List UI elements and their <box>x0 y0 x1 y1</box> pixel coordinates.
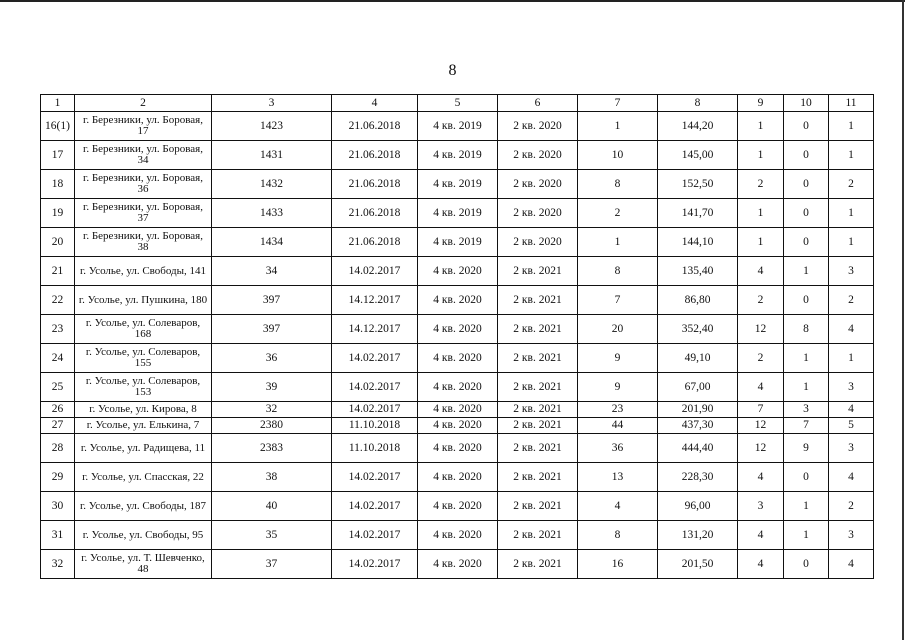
page-edge-top <box>0 0 905 2</box>
column-header: 11 <box>829 95 874 112</box>
end-date-cell: 2 кв. 2020 <box>498 228 578 257</box>
area-value-cell: 444,40 <box>658 434 738 463</box>
address-cell: г. Усолье, ул. Солеваров, 168 <box>75 315 212 344</box>
column-header: 6 <box>498 95 578 112</box>
family-count-cell: 12 <box>738 315 784 344</box>
start-date-cell: 4 кв. 2020 <box>418 550 498 579</box>
end-date-cell: 2 кв. 2021 <box>498 373 578 402</box>
document-date-cell: 21.06.2018 <box>332 199 418 228</box>
family-count-cell: 3 <box>738 492 784 521</box>
family-count-cell: 4 <box>738 257 784 286</box>
resident-count-cell: 8 <box>578 257 658 286</box>
row-number-cell: 17 <box>41 141 75 170</box>
family-count-cell: 4 <box>738 463 784 492</box>
end-date-cell: 2 кв. 2021 <box>498 434 578 463</box>
area-value-cell: 201,50 <box>658 550 738 579</box>
document-number-cell: 1431 <box>212 141 332 170</box>
count-b-cell: 1 <box>829 199 874 228</box>
count-a-cell: 0 <box>784 286 829 315</box>
document-number-cell: 37 <box>212 550 332 579</box>
table-row <box>41 141 874 170</box>
end-date-cell: 2 кв. 2021 <box>498 315 578 344</box>
row-number-cell: 21 <box>41 257 75 286</box>
address-cell: г. Березники, ул. Боровая, 38 <box>75 228 212 257</box>
document-number-cell: 1423 <box>212 112 332 141</box>
start-date-cell: 4 кв. 2020 <box>418 521 498 550</box>
end-date-cell: 2 кв. 2021 <box>498 550 578 579</box>
count-b-cell: 1 <box>829 141 874 170</box>
start-date-cell: 4 кв. 2019 <box>418 141 498 170</box>
end-date-cell: 2 кв. 2021 <box>498 257 578 286</box>
count-a-cell: 1 <box>784 492 829 521</box>
table-row <box>41 257 874 286</box>
resident-count-cell: 44 <box>578 418 658 434</box>
resident-count-cell: 16 <box>578 550 658 579</box>
row-number-cell: 30 <box>41 492 75 521</box>
family-count-cell: 4 <box>738 521 784 550</box>
end-date-cell: 2 кв. 2020 <box>498 141 578 170</box>
column-header: 9 <box>738 95 784 112</box>
row-number-cell: 25 <box>41 373 75 402</box>
document-date-cell: 21.06.2018 <box>332 170 418 199</box>
document-date-cell: 14.02.2017 <box>332 373 418 402</box>
family-count-cell: 2 <box>738 286 784 315</box>
count-b-cell: 4 <box>829 315 874 344</box>
family-count-cell: 4 <box>738 373 784 402</box>
start-date-cell: 4 кв. 2020 <box>418 315 498 344</box>
resident-count-cell: 7 <box>578 286 658 315</box>
start-date-cell: 4 кв. 2020 <box>418 286 498 315</box>
resident-count-cell: 20 <box>578 315 658 344</box>
table-row <box>41 550 874 579</box>
start-date-cell: 4 кв. 2019 <box>418 228 498 257</box>
row-number-cell: 31 <box>41 521 75 550</box>
document-number-cell: 2380 <box>212 418 332 434</box>
area-value-cell: 437,30 <box>658 418 738 434</box>
document-number-cell: 35 <box>212 521 332 550</box>
area-value-cell: 352,40 <box>658 315 738 344</box>
family-count-cell: 1 <box>738 199 784 228</box>
start-date-cell: 4 кв. 2020 <box>418 492 498 521</box>
document-date-cell: 14.02.2017 <box>332 402 418 418</box>
area-value-cell: 144,10 <box>658 228 738 257</box>
resident-count-cell: 9 <box>578 344 658 373</box>
resident-count-cell: 2 <box>578 199 658 228</box>
count-a-cell: 3 <box>784 402 829 418</box>
count-b-cell: 1 <box>829 112 874 141</box>
end-date-cell: 2 кв. 2021 <box>498 402 578 418</box>
count-b-cell: 4 <box>829 463 874 492</box>
family-count-cell: 1 <box>738 141 784 170</box>
area-value-cell: 96,00 <box>658 492 738 521</box>
document-number-cell: 40 <box>212 492 332 521</box>
document-number-cell: 34 <box>212 257 332 286</box>
row-number-cell: 32 <box>41 550 75 579</box>
column-header: 10 <box>784 95 829 112</box>
count-a-cell: 1 <box>784 344 829 373</box>
count-a-cell: 1 <box>784 257 829 286</box>
count-b-cell: 2 <box>829 170 874 199</box>
count-a-cell: 0 <box>784 170 829 199</box>
address-cell: г. Усолье, ул. Кирова, 8 <box>75 402 212 418</box>
resident-count-cell: 23 <box>578 402 658 418</box>
start-date-cell: 4 кв. 2020 <box>418 257 498 286</box>
family-count-cell: 1 <box>738 112 784 141</box>
row-number-cell: 26 <box>41 402 75 418</box>
table-row <box>41 344 874 373</box>
document-date-cell: 14.02.2017 <box>332 257 418 286</box>
end-date-cell: 2 кв. 2021 <box>498 463 578 492</box>
resident-count-cell: 8 <box>578 170 658 199</box>
count-b-cell: 1 <box>829 344 874 373</box>
start-date-cell: 4 кв. 2020 <box>418 418 498 434</box>
table-row <box>41 170 874 199</box>
count-b-cell: 2 <box>829 492 874 521</box>
area-value-cell: 144,20 <box>658 112 738 141</box>
document-date-cell: 14.02.2017 <box>332 521 418 550</box>
count-a-cell: 1 <box>784 521 829 550</box>
document-number-cell: 38 <box>212 463 332 492</box>
area-value-cell: 86,80 <box>658 286 738 315</box>
resident-count-cell: 1 <box>578 228 658 257</box>
area-value-cell: 228,30 <box>658 463 738 492</box>
address-cell: г. Усолье, ул. Свободы, 187 <box>75 492 212 521</box>
start-date-cell: 4 кв. 2020 <box>418 344 498 373</box>
end-date-cell: 2 кв. 2020 <box>498 112 578 141</box>
start-date-cell: 4 кв. 2019 <box>418 199 498 228</box>
family-count-cell: 2 <box>738 170 784 199</box>
page-number: 8 <box>448 62 457 79</box>
address-cell: г. Усолье, ул. Елькина, 7 <box>75 418 212 434</box>
document-date-cell: 14.02.2017 <box>332 463 418 492</box>
table-row <box>41 228 874 257</box>
count-b-cell: 3 <box>829 257 874 286</box>
start-date-cell: 4 кв. 2019 <box>418 112 498 141</box>
document-number-cell: 1432 <box>212 170 332 199</box>
address-cell: г. Усолье, ул. Радищева, 11 <box>75 434 212 463</box>
family-count-cell: 12 <box>738 434 784 463</box>
row-number-cell: 19 <box>41 199 75 228</box>
start-date-cell: 4 кв. 2020 <box>418 373 498 402</box>
start-date-cell: 4 кв. 2020 <box>418 463 498 492</box>
count-b-cell: 2 <box>829 286 874 315</box>
family-count-cell: 1 <box>738 228 784 257</box>
document-number-cell: 397 <box>212 315 332 344</box>
area-value-cell: 67,00 <box>658 373 738 402</box>
column-header: 7 <box>578 95 658 112</box>
address-cell: г. Усолье, ул. Свободы, 95 <box>75 521 212 550</box>
table-row <box>41 402 874 418</box>
row-number-cell: 24 <box>41 344 75 373</box>
resident-count-cell: 10 <box>578 141 658 170</box>
table-row <box>41 112 874 141</box>
row-number-cell: 29 <box>41 463 75 492</box>
count-b-cell: 4 <box>829 550 874 579</box>
row-number-cell: 23 <box>41 315 75 344</box>
table-row <box>41 286 874 315</box>
count-a-cell: 9 <box>784 434 829 463</box>
count-b-cell: 3 <box>829 373 874 402</box>
address-cell: г. Усолье, ул. Солеваров, 155 <box>75 344 212 373</box>
column-header: 8 <box>658 95 738 112</box>
area-value-cell: 152,50 <box>658 170 738 199</box>
row-number-cell: 28 <box>41 434 75 463</box>
start-date-cell: 4 кв. 2020 <box>418 402 498 418</box>
address-cell: г. Усолье, ул. Свободы, 141 <box>75 257 212 286</box>
resident-count-cell: 1 <box>578 112 658 141</box>
document-number-cell: 2383 <box>212 434 332 463</box>
family-count-cell: 7 <box>738 402 784 418</box>
document-date-cell: 14.02.2017 <box>332 492 418 521</box>
table-row <box>41 315 874 344</box>
family-count-cell: 4 <box>738 550 784 579</box>
address-cell: г. Березники, ул. Боровая, 17 <box>75 112 212 141</box>
end-date-cell: 2 кв. 2021 <box>498 418 578 434</box>
table-row <box>41 434 874 463</box>
count-a-cell: 0 <box>784 199 829 228</box>
resident-count-cell: 8 <box>578 521 658 550</box>
count-b-cell: 3 <box>829 521 874 550</box>
area-value-cell: 145,00 <box>658 141 738 170</box>
document-date-cell: 21.06.2018 <box>332 141 418 170</box>
address-cell: г. Березники, ул. Боровая, 34 <box>75 141 212 170</box>
count-a-cell: 0 <box>784 141 829 170</box>
address-cell: г. Усолье, ул. Пушкина, 180 <box>75 286 212 315</box>
address-cell: г. Березники, ул. Боровая, 37 <box>75 199 212 228</box>
row-number-cell: 27 <box>41 418 75 434</box>
document-number-cell: 39 <box>212 373 332 402</box>
table-row <box>41 492 874 521</box>
count-a-cell: 7 <box>784 418 829 434</box>
area-value-cell: 135,40 <box>658 257 738 286</box>
table-row <box>41 463 874 492</box>
address-cell: г. Усолье, ул. Т. Шевченко, 48 <box>75 550 212 579</box>
resident-count-cell: 4 <box>578 492 658 521</box>
column-header: 1 <box>41 95 75 112</box>
document-date-cell: 11.10.2018 <box>332 418 418 434</box>
column-header: 3 <box>212 95 332 112</box>
row-number-cell: 16(1) <box>41 112 75 141</box>
count-a-cell: 0 <box>784 228 829 257</box>
document-date-cell: 14.12.2017 <box>332 286 418 315</box>
count-a-cell: 8 <box>784 315 829 344</box>
end-date-cell: 2 кв. 2020 <box>498 199 578 228</box>
row-number-cell: 18 <box>41 170 75 199</box>
count-a-cell: 1 <box>784 373 829 402</box>
family-count-cell: 12 <box>738 418 784 434</box>
column-header: 2 <box>75 95 212 112</box>
count-b-cell: 3 <box>829 434 874 463</box>
address-cell: г. Усолье, ул. Солеваров, 153 <box>75 373 212 402</box>
table-row <box>41 521 874 550</box>
housing-registry-table <box>40 94 874 579</box>
document-date-cell: 21.06.2018 <box>332 112 418 141</box>
count-b-cell: 5 <box>829 418 874 434</box>
address-cell: г. Усолье, ул. Спасская, 22 <box>75 463 212 492</box>
document-number-cell: 32 <box>212 402 332 418</box>
count-b-cell: 1 <box>829 228 874 257</box>
count-a-cell: 0 <box>784 463 829 492</box>
document-number-cell: 36 <box>212 344 332 373</box>
document-number-cell: 1433 <box>212 199 332 228</box>
document-date-cell: 11.10.2018 <box>332 434 418 463</box>
area-value-cell: 141,70 <box>658 199 738 228</box>
page-edge-right <box>902 0 904 640</box>
table-row <box>41 373 874 402</box>
table-row <box>41 199 874 228</box>
end-date-cell: 2 кв. 2021 <box>498 492 578 521</box>
area-value-cell: 131,20 <box>658 521 738 550</box>
column-header: 4 <box>332 95 418 112</box>
end-date-cell: 2 кв. 2021 <box>498 521 578 550</box>
resident-count-cell: 13 <box>578 463 658 492</box>
resident-count-cell: 36 <box>578 434 658 463</box>
document-date-cell: 14.02.2017 <box>332 550 418 579</box>
start-date-cell: 4 кв. 2020 <box>418 434 498 463</box>
column-header: 5 <box>418 95 498 112</box>
table-row <box>41 418 874 434</box>
document-number-cell: 1434 <box>212 228 332 257</box>
end-date-cell: 2 кв. 2021 <box>498 344 578 373</box>
start-date-cell: 4 кв. 2019 <box>418 170 498 199</box>
area-value-cell: 201,90 <box>658 402 738 418</box>
address-cell: г. Березники, ул. Боровая, 36 <box>75 170 212 199</box>
count-a-cell: 0 <box>784 550 829 579</box>
end-date-cell: 2 кв. 2021 <box>498 286 578 315</box>
header-row <box>41 95 874 112</box>
area-value-cell: 49,10 <box>658 344 738 373</box>
row-number-cell: 20 <box>41 228 75 257</box>
count-b-cell: 4 <box>829 402 874 418</box>
family-count-cell: 2 <box>738 344 784 373</box>
document-date-cell: 14.02.2017 <box>332 344 418 373</box>
row-number-cell: 22 <box>41 286 75 315</box>
end-date-cell: 2 кв. 2020 <box>498 170 578 199</box>
document-date-cell: 14.12.2017 <box>332 315 418 344</box>
document-date-cell: 21.06.2018 <box>332 228 418 257</box>
resident-count-cell: 9 <box>578 373 658 402</box>
document-number-cell: 397 <box>212 286 332 315</box>
count-a-cell: 0 <box>784 112 829 141</box>
